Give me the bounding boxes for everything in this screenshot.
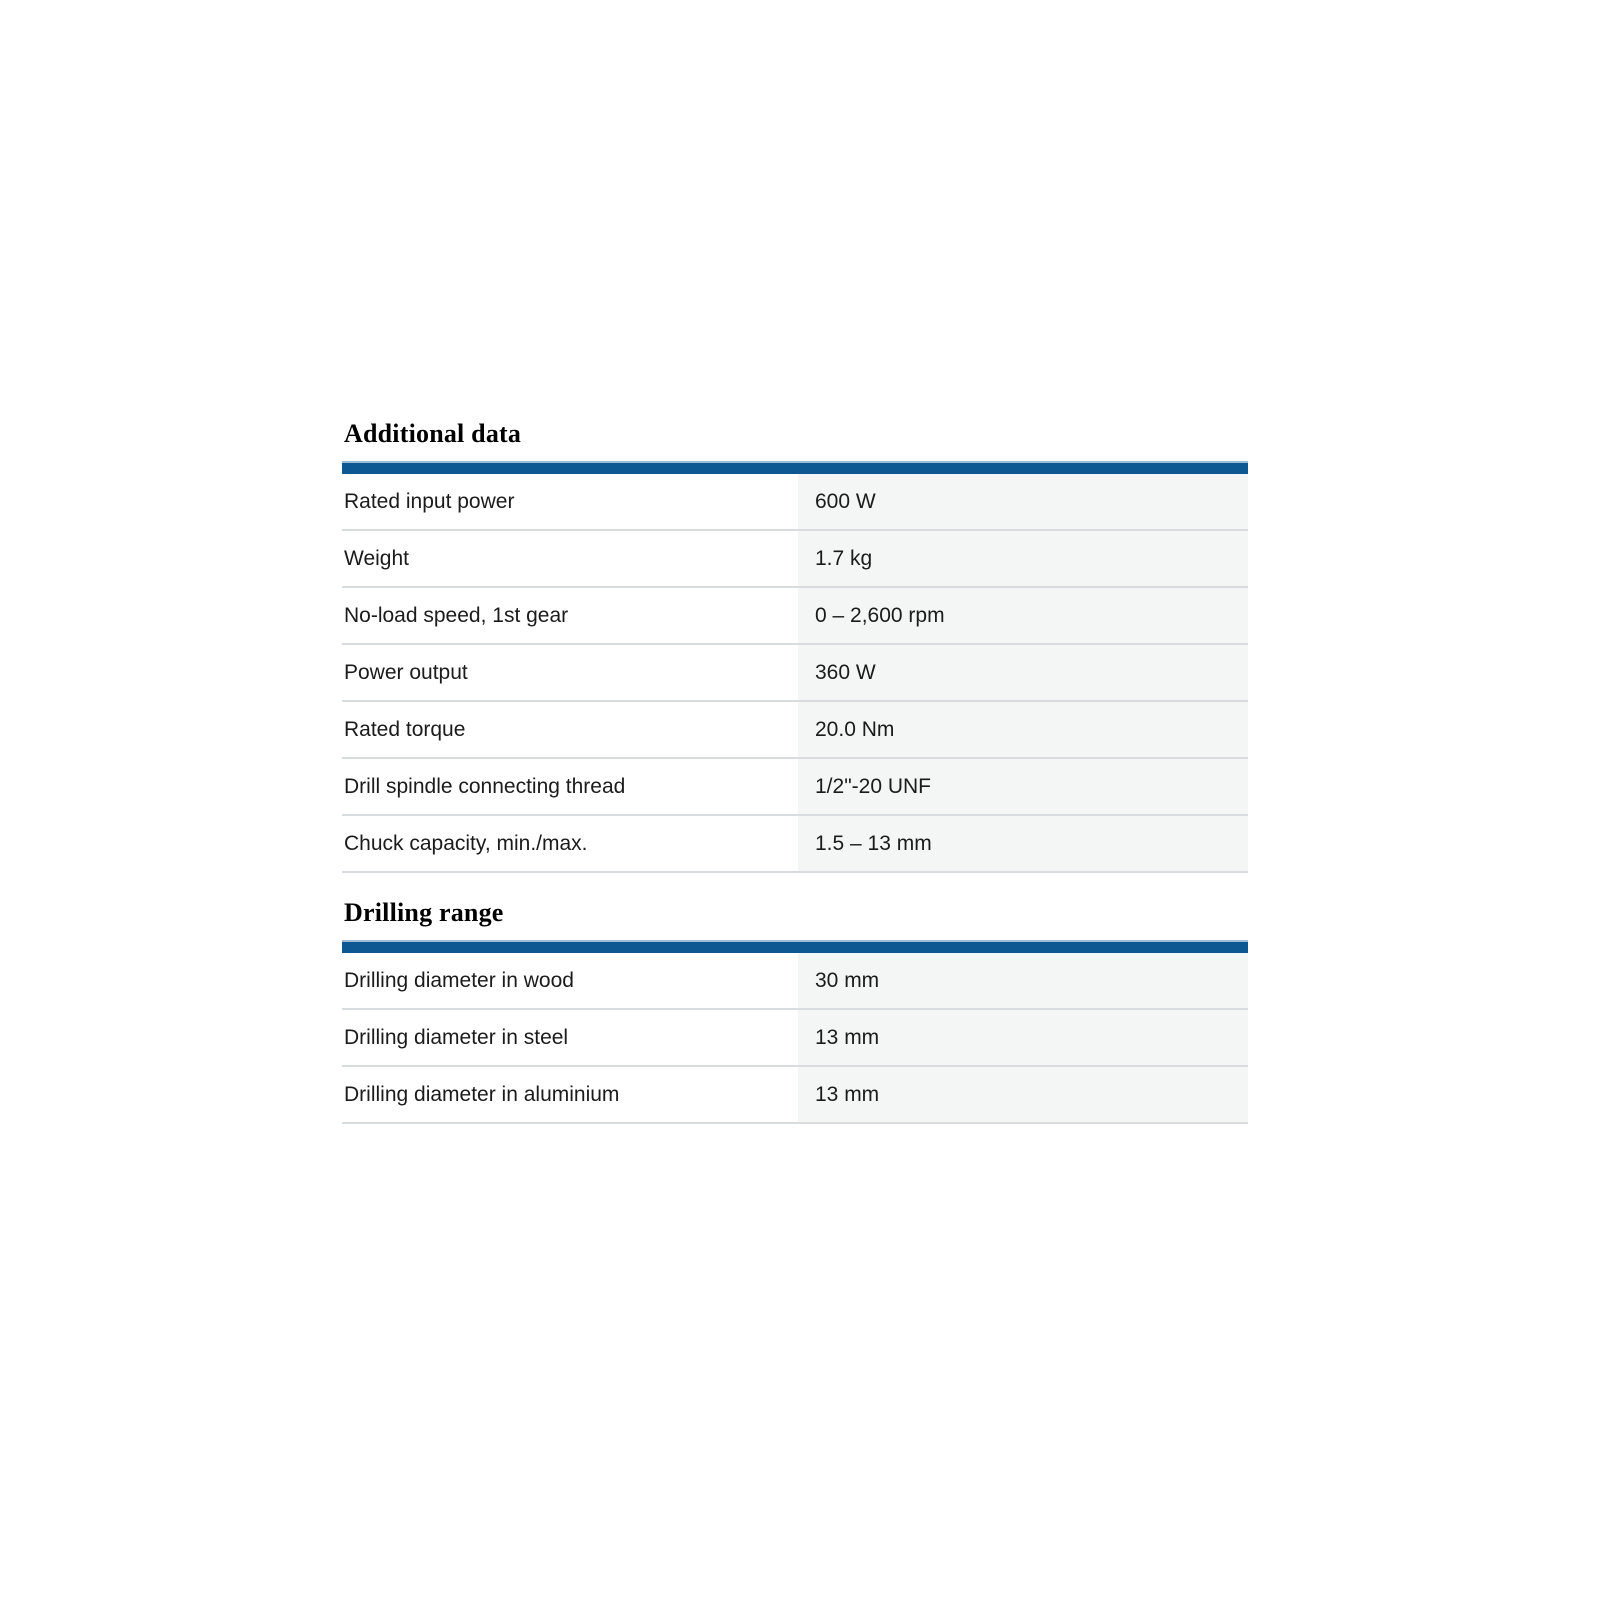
spec-label: Weight bbox=[342, 531, 798, 586]
spec-value: 600 W bbox=[798, 474, 1248, 529]
spec-value: 1.7 kg bbox=[798, 531, 1248, 586]
spec-value: 30 mm bbox=[798, 953, 1248, 1008]
table-row bbox=[342, 474, 1248, 531]
spec-label: Rated torque bbox=[342, 702, 798, 757]
spec-value: 13 mm bbox=[798, 1067, 1248, 1122]
spec-label: No-load speed, 1st gear bbox=[342, 588, 798, 643]
spec-value: 0 – 2,600 rpm bbox=[798, 588, 1248, 643]
spec-section-additional-data bbox=[342, 419, 1248, 873]
spec-section-drilling-range bbox=[342, 898, 1248, 1124]
product-spec-page bbox=[342, 419, 1248, 1124]
spec-label: Drilling diameter in aluminium bbox=[342, 1067, 798, 1122]
section-title: Drilling range bbox=[344, 898, 504, 927]
spec-label: Power output bbox=[342, 645, 798, 700]
table-row bbox=[342, 588, 1248, 645]
spec-value: 13 mm bbox=[798, 1010, 1248, 1065]
spec-value: 360 W bbox=[798, 645, 1248, 700]
table-row bbox=[342, 531, 1248, 588]
section-accent-bar bbox=[342, 940, 1248, 953]
spec-label: Drill spindle connecting thread bbox=[342, 759, 798, 814]
table-row bbox=[342, 645, 1248, 702]
spec-value: 1.5 – 13 mm bbox=[798, 816, 1248, 871]
spec-value: 1/2"-20 UNF bbox=[798, 759, 1248, 814]
spec-value: 20.0 Nm bbox=[798, 702, 1248, 757]
table-row bbox=[342, 759, 1248, 816]
spec-table-drilling-range bbox=[342, 953, 1248, 1124]
spec-label: Chuck capacity, min./max. bbox=[342, 816, 798, 871]
table-row bbox=[342, 1067, 1248, 1124]
spec-label: Drilling diameter in steel bbox=[342, 1010, 798, 1065]
table-row bbox=[342, 816, 1248, 873]
table-row bbox=[342, 1010, 1248, 1067]
section-accent-bar bbox=[342, 461, 1248, 474]
section-title: Additional data bbox=[344, 419, 522, 448]
spec-label: Rated input power bbox=[342, 474, 798, 529]
spec-label: Drilling diameter in wood bbox=[342, 953, 798, 1008]
table-row bbox=[342, 953, 1248, 1010]
table-row bbox=[342, 702, 1248, 759]
spec-table-additional-data bbox=[342, 474, 1248, 873]
